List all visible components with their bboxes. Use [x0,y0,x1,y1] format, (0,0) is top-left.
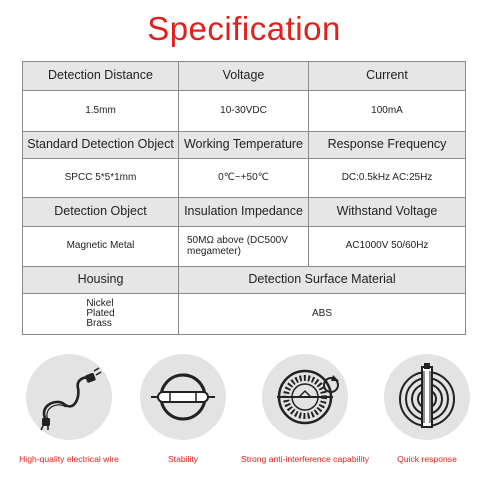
features-row [0,352,488,482]
feature-label: Stability [167,454,199,464]
feature-label: Quick response [397,454,457,464]
header-cell: Housing [23,267,179,294]
header-cell: Standard Detection Object [23,132,179,159]
feature-circle [26,354,112,440]
value-cell: DC:0.5kHz AC:25Hz [309,159,466,198]
value-row [23,91,466,132]
header-cell: Current [309,62,466,91]
value-cell: AC1000V 50/60Hz [309,227,466,267]
feature-label: High-quality electrical wire [19,454,119,464]
value-cell: 100mA [309,91,466,132]
value-cell: Magnetic Metal [23,227,179,267]
spec-table [22,61,466,335]
feature-circle [384,354,470,440]
value-row [23,294,466,335]
value-cell: ABS [179,294,466,335]
value-cell: 50MΩ above (DC500V megameter) [179,227,309,267]
housing-line: Nickel [86,297,114,309]
header-row [23,267,466,294]
quick-response-icon [391,361,463,433]
value-row [23,159,466,198]
header-cell: Withstand Voltage [309,198,466,227]
header-row [23,132,466,159]
header-cell: Insulation Impedance [179,198,309,227]
header-row [23,198,466,227]
header-cell: Voltage [179,62,309,91]
stability-icon [148,362,218,432]
value-row [23,227,466,267]
feature-circle [262,354,348,440]
header-cell: Response Frequency [309,132,466,159]
header-cell: Working Temperature [179,132,309,159]
feature-circle [140,354,226,440]
housing-value-cell [23,294,179,335]
value-cell: 0℃~+50℃ [179,159,309,198]
page-title: Specification [147,10,341,47]
housing-line: Plated [86,307,115,319]
electrical-wire-icon [34,362,104,432]
value-cell: 10-30VDC [179,91,309,132]
anti-interference-icon [269,361,341,433]
header-cell: Detection Object [23,198,179,227]
header-row [23,62,466,91]
housing-value [86,299,114,329]
value-cell: 1.5mm [23,91,179,132]
housing-line: Brass [86,317,112,329]
header-cell: Detection Distance [23,62,179,91]
value-cell: SPCC 5*5*1mm [23,159,179,198]
header-cell: Detection Surface Material [179,267,466,294]
feature-label: Strong anti-interference capability [240,454,370,464]
